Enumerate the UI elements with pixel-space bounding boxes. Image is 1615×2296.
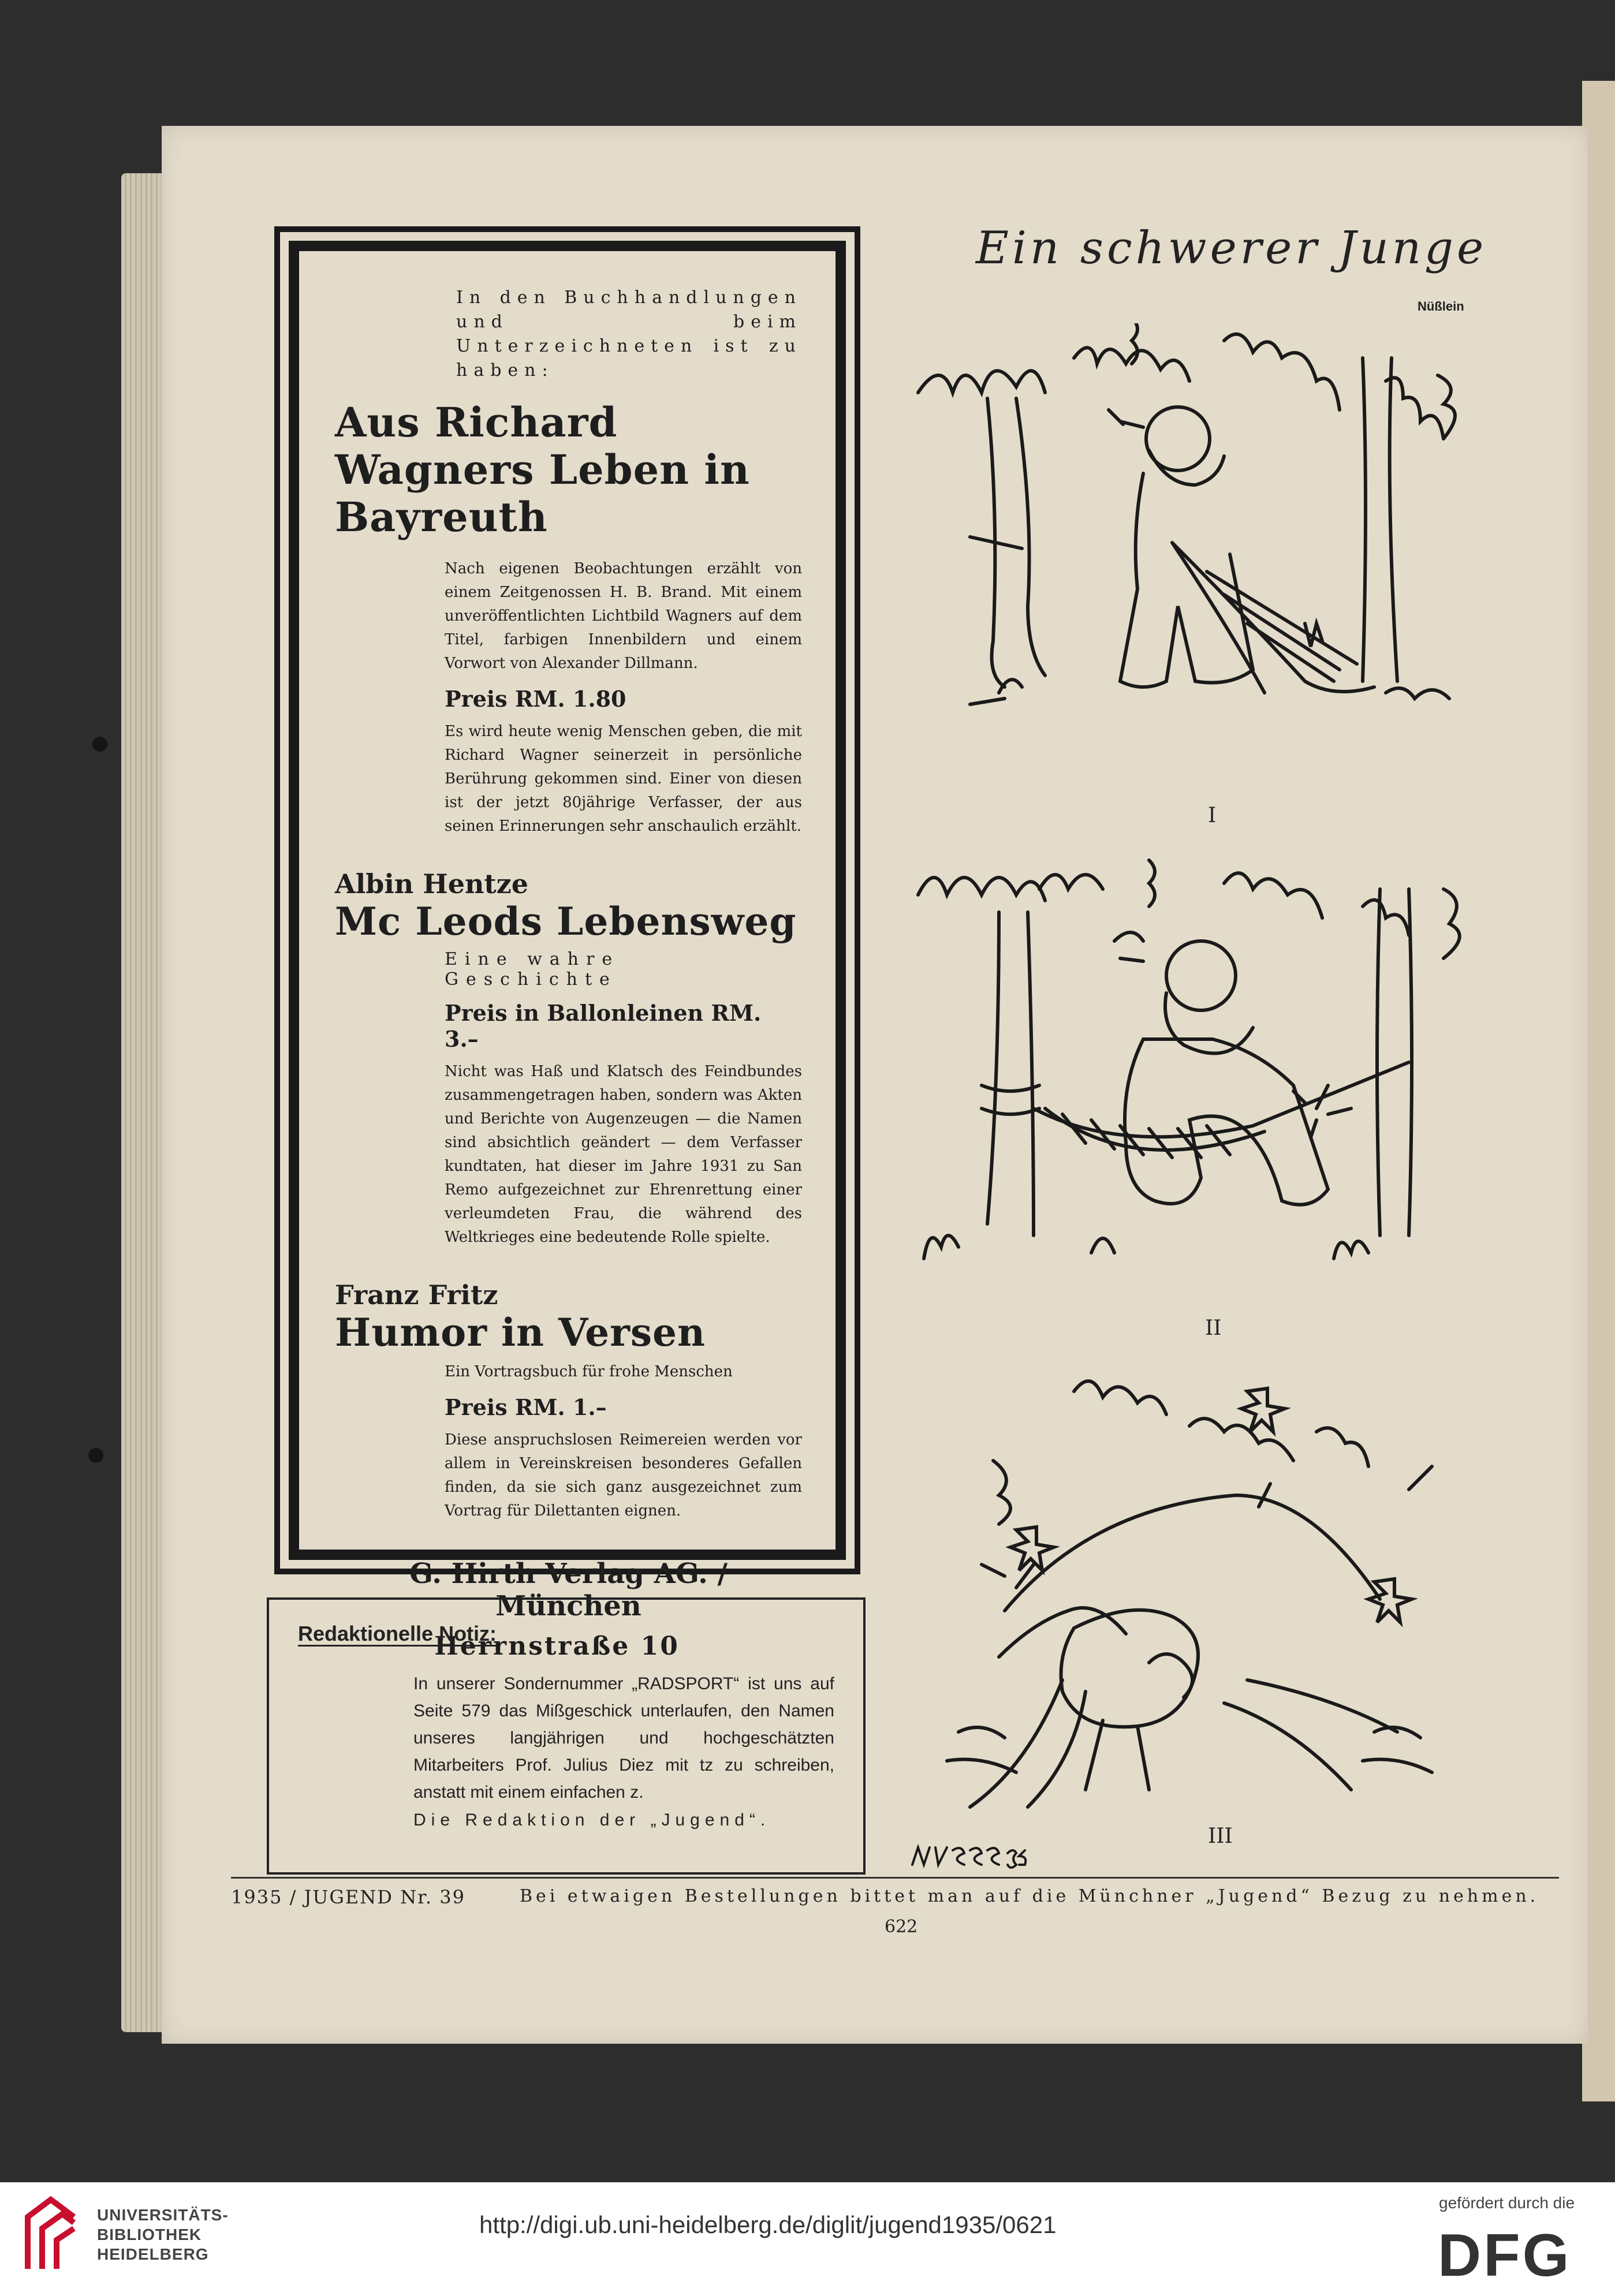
funding-label: gefördert durch die xyxy=(1439,2194,1575,2212)
cartoon-panel-1-drawing xyxy=(901,323,1536,797)
ad-intro: In den Buchhandlungen und beim Unterzeichneten ist zu haben: xyxy=(456,288,802,380)
digital-library-bar xyxy=(0,2182,1615,2296)
book3-author: Franz Fritz xyxy=(335,1279,498,1311)
book1-description: Nach eigenen Beobachtungen erzählt von einem Zeitgenossen H. B. Brand. Mit einem unveröffentlichten Lichtbild Wagners auf dem Titel, farbigen Innenbildern und einem Vorwort von Alexander Dillmann. xyxy=(445,560,802,672)
permalink-url[interactable]: http://digi.ub.uni-heidelberg.de/diglit/jugend1935/0621 xyxy=(479,2211,1057,2238)
editorial-note-body: In unserer Sondernummer „RADSPORT“ ist uns auf Seite 579 das Mißgeschick unterlaufen, den Namen unseres langjährigen und hochgeschätzten Mitarbeiters Prof. Julius Diez mit tz zu schreiben, anstatt mit einem einfachen z. xyxy=(413,1674,834,1802)
page-number: 622 xyxy=(885,1917,918,1937)
cartoon-signature xyxy=(909,1836,1060,1876)
publisher-address: Herrnstraße 10 xyxy=(434,1632,680,1661)
cartoon-panel-2-drawing xyxy=(901,843,1536,1316)
book2-subtitle: Eine wahre Geschichte xyxy=(445,949,620,990)
publisher: G. Hirth Verlag AG. / München xyxy=(409,1558,728,1622)
university-library-logo-icon xyxy=(16,2194,85,2275)
editorial-note xyxy=(267,1597,866,1875)
book1-blurb: Es wird heute wenig Menschen geben, die mit Richard Wagner seinerzeit in persönliche Berührung gekommen sind. Einer von diesen ist der jetzt 80jährige Verfasser, der aus seinen Erinnerungen sehr anschaulich erzählt. xyxy=(445,723,802,835)
book2-price: Preis in Ballonleinen RM. 3.– xyxy=(445,1000,762,1052)
editorial-note-signature: Die Redaktion der „Jugend“. xyxy=(413,1810,771,1830)
university-library-name xyxy=(97,2205,229,2264)
cartoon-title: Ein schwerer Junge xyxy=(976,222,1487,274)
library-name-line: UNIVERSITÄTS- xyxy=(97,2206,229,2224)
library-name-line: HEIDELBERG xyxy=(97,2245,209,2263)
cartoon-panel-3-label: III xyxy=(1208,1824,1233,1848)
binder-hole xyxy=(92,737,107,752)
footer-rule xyxy=(231,1877,1559,1879)
cartoon-artist: Nüßlein xyxy=(1418,299,1464,313)
issue-info: 1935 / JUGEND Nr. 39 xyxy=(231,1886,465,1908)
binder-hole xyxy=(88,1448,103,1463)
book3-title: Humor in Versen xyxy=(335,1310,706,1355)
dfg-logo: DFG xyxy=(1438,2222,1572,2289)
book2-author: Albin Hentze xyxy=(335,868,529,899)
book2-title: Mc Leods Lebensweg xyxy=(335,899,797,944)
library-name-line: BIBLIOTHEK xyxy=(97,2226,202,2243)
editorial-note-title: Redaktionelle Notiz: xyxy=(298,1622,497,1645)
cartoon-panel-1-label: I xyxy=(1208,804,1217,827)
cartoon-panel-2-label: II xyxy=(1205,1316,1222,1340)
book3-blurb: Diese anspruchslosen Reimereien werden vor allem in Vereinskreisen besonderes Gefallen finden, da sie sich ganz ausgezeichnet zum Vortrag für Dilettanten eignen. xyxy=(445,1431,802,1520)
book1-price: Preis RM. 1.80 xyxy=(445,686,626,712)
cartoon-panel-3-drawing xyxy=(901,1357,1536,1830)
book2-blurb: Nicht was Haß und Klatsch des Feindbundes zusammengetragen haben, sondern was Akten und Berichte von Augenzeugen — die Namen sind absichtlich geändert — dem Verfasser kundtaten, hat dieser im Jahre 1931 zu San Remo aufgezeichnet zur Ehrenrettung einer verleumdeten Frau, die während des Weltkrieges eine bedeutende Rolle spielte. xyxy=(445,1063,802,1246)
ordering-note: Bei etwaigen Bestellungen bittet man auf die Münchner „Jugend“ Bezug zu nehmen. xyxy=(520,1886,1539,1906)
book3-description: Ein Vortragsbuch für frohe Menschen xyxy=(445,1363,733,1380)
book1-title: Aus Richard Wagners Leben in Bayreuth xyxy=(335,398,750,541)
book3-price: Preis RM. 1.– xyxy=(445,1394,607,1420)
